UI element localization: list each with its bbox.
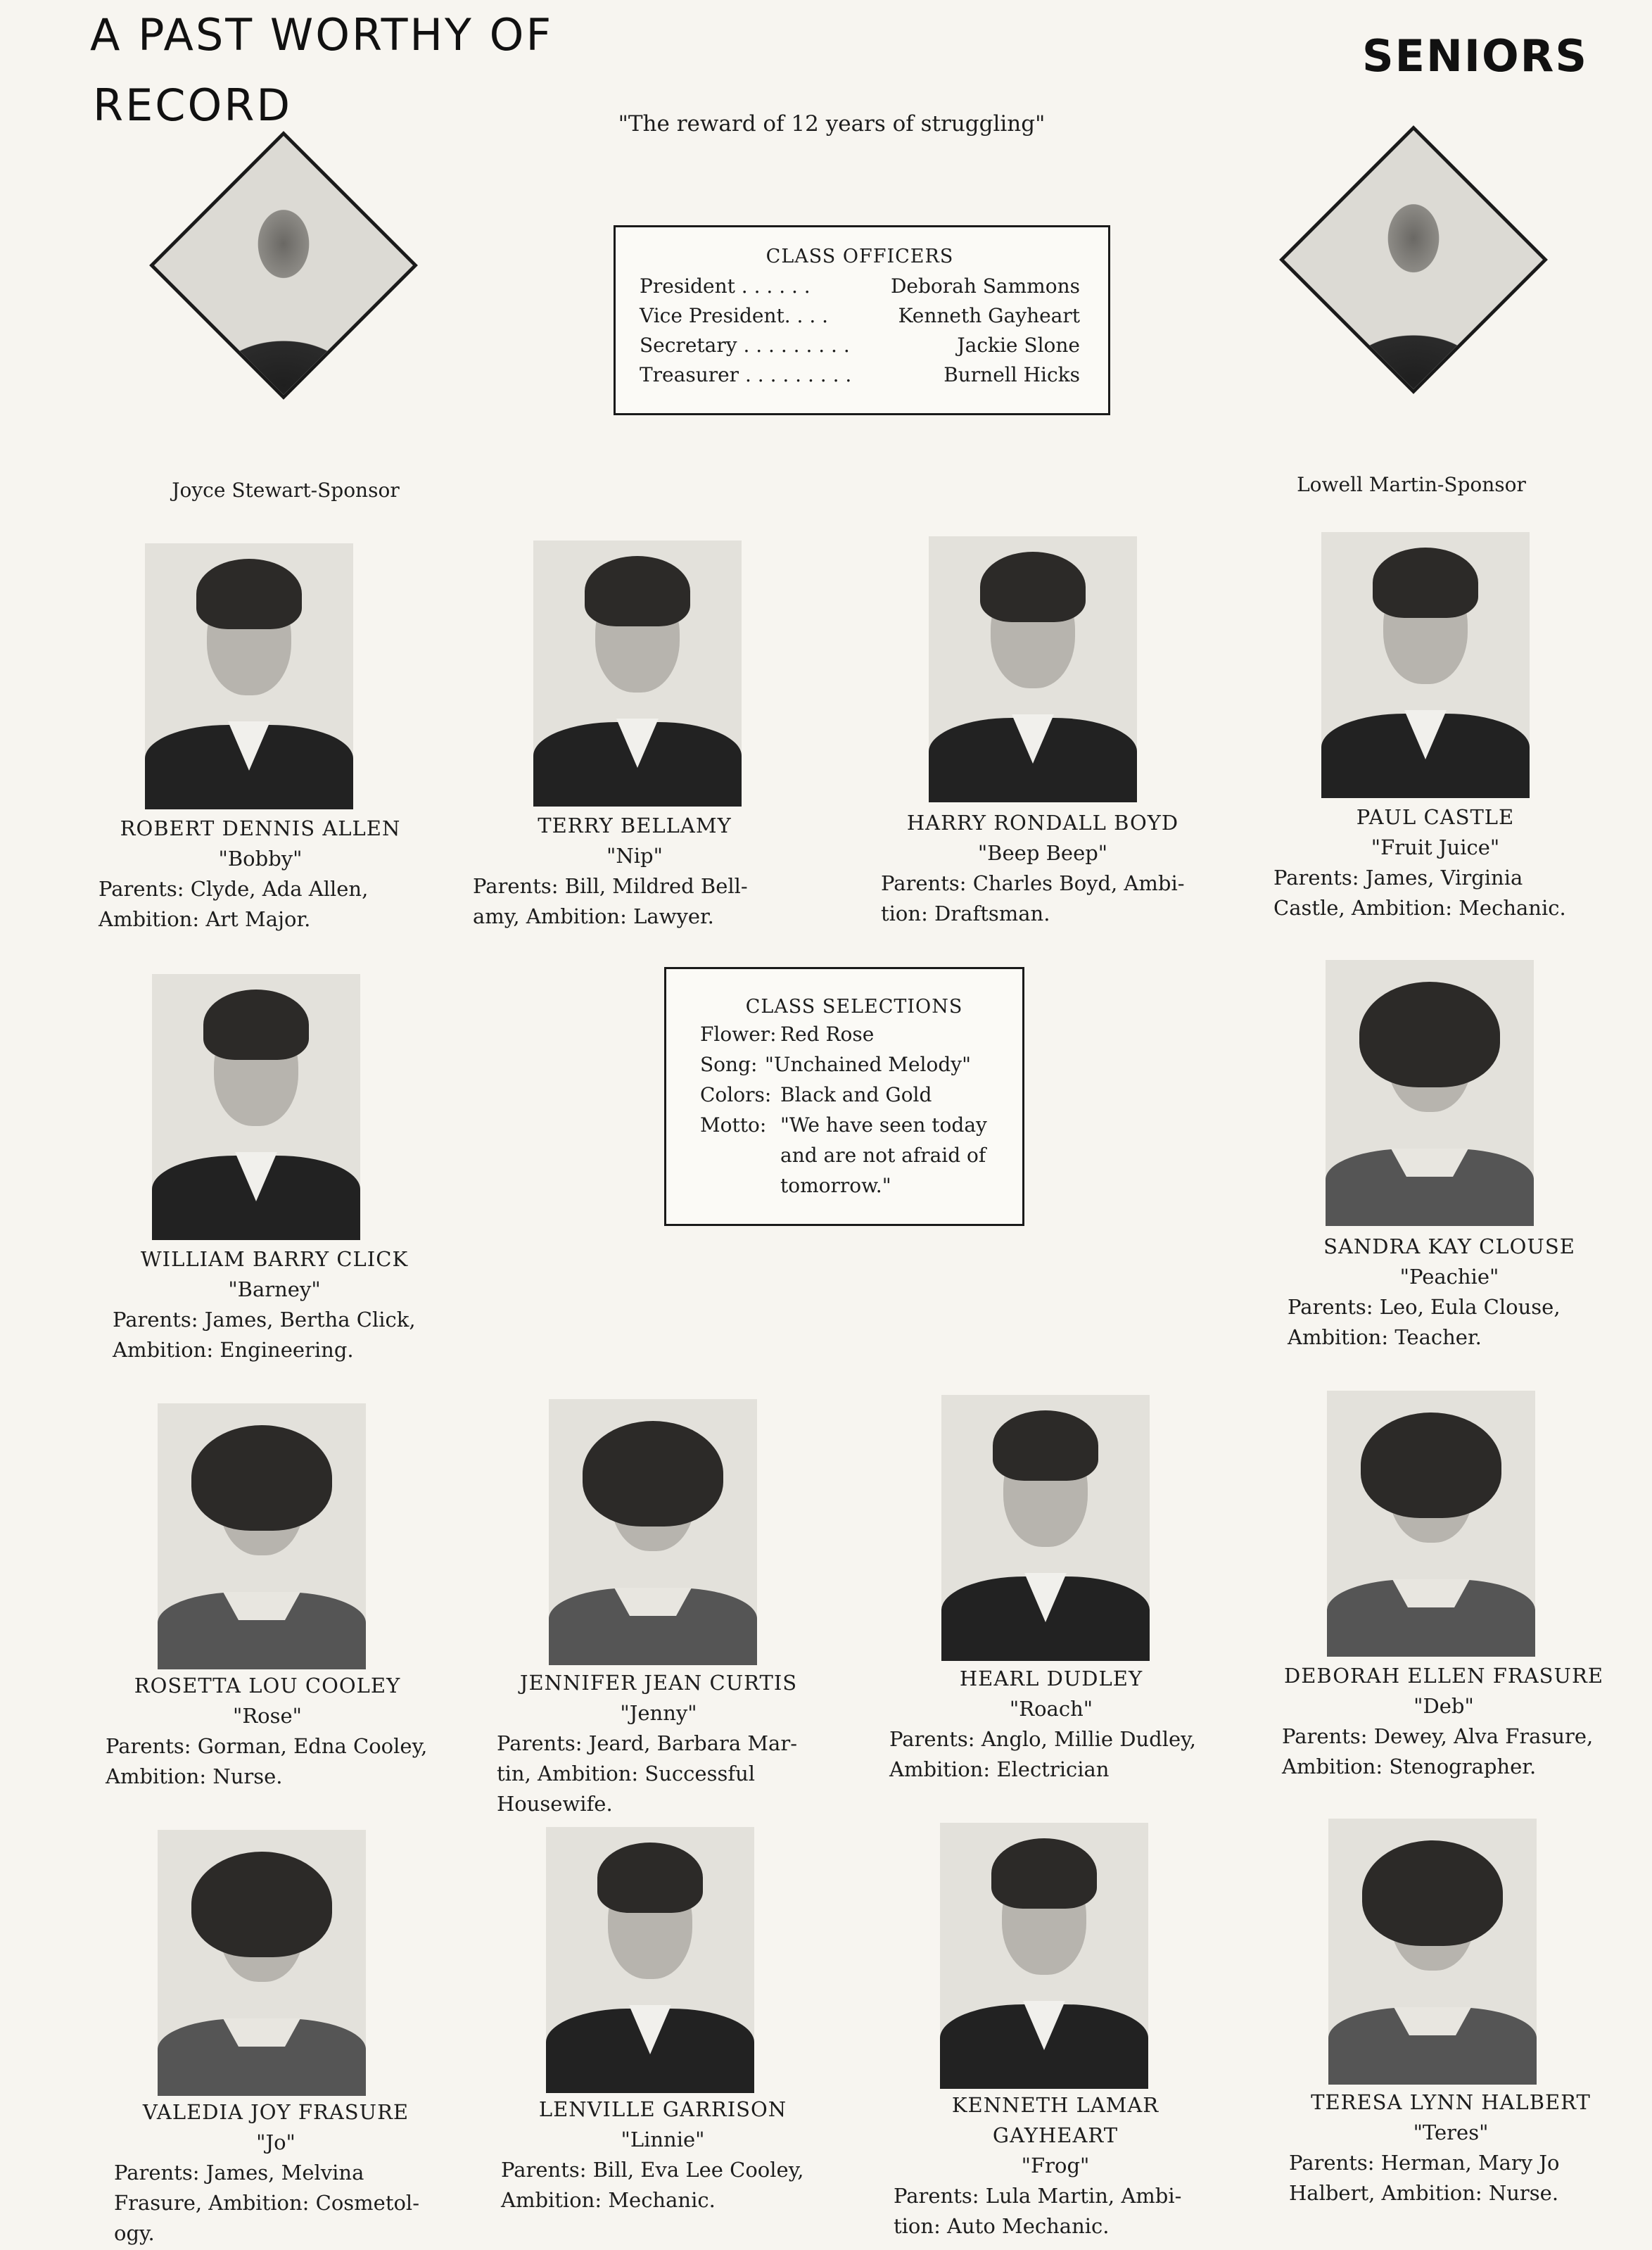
officer-name: Burnell Hicks	[943, 363, 1080, 386]
senior-entry	[473, 811, 796, 932]
senior-info: Ambition: Engineering.	[113, 1338, 354, 1362]
senior-photo	[145, 543, 353, 809]
sponsor-label-left: Joyce Stewart-Sponsor	[172, 479, 400, 502]
selection-value: Red Rose	[780, 1023, 875, 1046]
class-officers-box	[614, 225, 1110, 415]
selection-value: tomorrow."	[780, 1174, 891, 1197]
senior-info: tion: Draftsman.	[881, 902, 1050, 925]
senior-entry	[1273, 802, 1597, 923]
selection-key: Flower:	[700, 1023, 777, 1046]
senior-name: KENNETH LAMAR	[951, 2093, 1159, 2117]
senior-info: Parents: James, Bertha Click,	[113, 1308, 416, 1332]
page-subtitle: "The reward of 12 years of struggling"	[618, 111, 1046, 137]
senior-info: tion: Auto Mechanic.	[894, 2214, 1110, 2238]
selection-motto-cont	[700, 1140, 1008, 1170]
senior-info: ogy.	[114, 2221, 155, 2245]
selection-motto-cont	[700, 1170, 1008, 1201]
senior-nickname: "Bobby"	[218, 847, 303, 871]
selection-value: "Unchained Melody"	[765, 1053, 971, 1076]
senior-entry	[1289, 2087, 1613, 2208]
officer-row	[640, 301, 1080, 331]
senior-info: Parents: Dewey, Alva Frasure,	[1282, 1724, 1594, 1748]
senior-info: Parents: Clyde, Ada Allen,	[99, 877, 369, 901]
senior-nickname: "Teres"	[1413, 2121, 1489, 2144]
selection-value: and are not afraid of	[780, 1144, 986, 1167]
senior-name: HEARL DUDLEY	[959, 1667, 1143, 1690]
senior-photo	[152, 974, 360, 1240]
senior-entry	[1288, 1232, 1611, 1353]
senior-photo	[929, 536, 1137, 802]
senior-info: tin, Ambition: Successful	[497, 1762, 756, 1786]
senior-info: Parents: James, Virginia	[1273, 866, 1523, 890]
senior-info: Castle, Ambition: Mechanic.	[1273, 896, 1566, 920]
sponsor-photo-left	[149, 131, 418, 400]
selection-key: Colors:	[700, 1083, 772, 1106]
senior-nickname: "Linnie"	[621, 2128, 705, 2151]
senior-name: ROBERT DENNIS ALLEN	[120, 816, 401, 840]
senior-info: Parents: Bill, Mildred Bell-	[473, 874, 748, 898]
senior-entry	[501, 2094, 825, 2216]
senior-info: Parents: Bill, Eva Lee Cooley,	[501, 2158, 804, 2182]
senior-info: Parents: Leo, Eula Clouse,	[1288, 1295, 1561, 1319]
senior-entry	[497, 1668, 820, 1819]
page-title-line2: RECORD	[93, 80, 293, 131]
senior-info: Ambition: Nurse.	[106, 1764, 283, 1788]
senior-entry	[113, 1244, 436, 1365]
senior-info: Parents: Charles Boyd, Ambi-	[881, 871, 1185, 895]
senior-info: Parents: Anglo, Millie Dudley,	[889, 1727, 1196, 1751]
senior-info: Housewife.	[497, 1792, 613, 1816]
senior-info: Parents: Lula Martin, Ambi-	[894, 2184, 1182, 2208]
officer-row	[640, 272, 1080, 301]
senior-info: amy, Ambition: Lawyer.	[473, 904, 714, 928]
senior-name: PAUL CASTLE	[1356, 805, 1515, 829]
senior-info: Halbert, Ambition: Nurse.	[1289, 2181, 1559, 2205]
senior-nickname: "Jo"	[256, 2130, 296, 2154]
senior-nickname: "Deb"	[1413, 1694, 1474, 1718]
senior-entry	[106, 1671, 429, 1792]
senior-entry	[881, 808, 1205, 929]
senior-name-cont: GAYHEART	[992, 2123, 1119, 2147]
senior-name: TERRY BELLAMY	[538, 814, 732, 838]
senior-entry	[1282, 1661, 1606, 1782]
senior-info: Ambition: Electrician	[889, 1757, 1110, 1781]
senior-entry	[99, 814, 422, 935]
senior-info: Frasure, Ambition: Cosmetol-	[114, 2191, 420, 2215]
class-officers-heading: CLASS OFFICERS	[765, 246, 954, 267]
class-selections-box	[664, 967, 1024, 1226]
senior-photo	[546, 1827, 754, 2093]
senior-info: Ambition: Art Major.	[99, 907, 311, 931]
senior-info: Ambition: Teacher.	[1288, 1325, 1482, 1349]
officer-name: Kenneth Gayheart	[898, 304, 1080, 327]
senior-photo	[1327, 1391, 1535, 1657]
senior-info: Ambition: Stenographer.	[1282, 1755, 1537, 1778]
senior-info: Ambition: Mechanic.	[501, 2188, 716, 2212]
senior-name: VALEDIA JOY FRASURE	[142, 2100, 409, 2124]
selection-key: Motto:	[700, 1113, 767, 1137]
officer-role: Treasurer . . . . . . . . .	[640, 363, 852, 386]
senior-entry	[889, 1664, 1213, 1785]
officer-role: President . . . . . .	[640, 274, 811, 298]
senior-info: Parents: Jeard, Barbara Mar-	[497, 1731, 797, 1755]
senior-photo	[158, 1403, 366, 1669]
class-selections-heading: CLASS SELECTIONS	[745, 996, 963, 1018]
senior-name: WILLIAM BARRY CLICK	[140, 1247, 409, 1271]
senior-entry	[894, 2090, 1217, 2242]
senior-nickname: "Frog"	[1021, 2154, 1090, 2178]
senior-photo	[1328, 1819, 1537, 2085]
page-title-line1: A PAST WORTHY OF	[90, 9, 554, 61]
selection-value: Black and Gold	[780, 1083, 932, 1106]
section-title: SENIORS	[1362, 30, 1589, 82]
senior-nickname: "Barney"	[228, 1277, 321, 1301]
sponsor-photo-right	[1279, 125, 1548, 394]
selection-value: "We have seen today	[780, 1113, 987, 1137]
senior-photo	[533, 541, 742, 807]
officer-role: Vice President. . . .	[640, 304, 829, 327]
senior-name: ROSETTA LOU COOLEY	[134, 1674, 401, 1698]
selection-flower	[700, 1019, 1008, 1049]
officer-name: Jackie Slone	[957, 334, 1080, 357]
senior-info: Parents: Herman, Mary Jo	[1289, 2151, 1560, 2175]
selection-key: Song:	[700, 1053, 758, 1076]
senior-photo	[1321, 532, 1530, 798]
selection-song	[700, 1049, 1008, 1080]
senior-name: TERESA LYNN HALBERT	[1311, 2090, 1591, 2114]
sponsor-label-right: Lowell Martin-Sponsor	[1297, 473, 1526, 496]
senior-entry	[114, 2097, 438, 2249]
officer-name: Deborah Sammons	[890, 274, 1080, 298]
senior-nickname: "Rose"	[232, 1704, 303, 1728]
selection-motto	[700, 1110, 1008, 1140]
senior-nickname: "Peachie"	[1399, 1265, 1499, 1289]
senior-photo	[549, 1399, 757, 1665]
officer-role: Secretary . . . . . . . . .	[640, 334, 850, 357]
senior-name: LENVILLE GARRISON	[538, 2097, 787, 2121]
selection-colors	[700, 1080, 1008, 1110]
senior-photo	[940, 1823, 1148, 2089]
senior-info: Parents: Gorman, Edna Cooley,	[106, 1734, 428, 1758]
senior-name: SANDRA KAY CLOUSE	[1323, 1234, 1575, 1258]
senior-nickname: "Beep Beep"	[977, 841, 1108, 865]
senior-nickname: "Fruit Juice"	[1371, 835, 1500, 859]
senior-nickname: "Nip"	[606, 844, 663, 868]
senior-photo	[1326, 960, 1534, 1226]
officer-row	[640, 331, 1080, 360]
senior-nickname: "Jenny"	[620, 1701, 697, 1725]
senior-name: JENNIFER JEAN CURTIS	[519, 1671, 798, 1695]
senior-nickname: "Roach"	[1009, 1697, 1093, 1721]
senior-name: DEBORAH ELLEN FRASURE	[1284, 1664, 1603, 1688]
senior-photo	[941, 1395, 1150, 1661]
officer-row	[640, 360, 1080, 390]
senior-info: Parents: James, Melvina	[114, 2161, 364, 2185]
senior-photo	[158, 1830, 366, 2096]
senior-name: HARRY RONDALL BOYD	[906, 811, 1179, 835]
